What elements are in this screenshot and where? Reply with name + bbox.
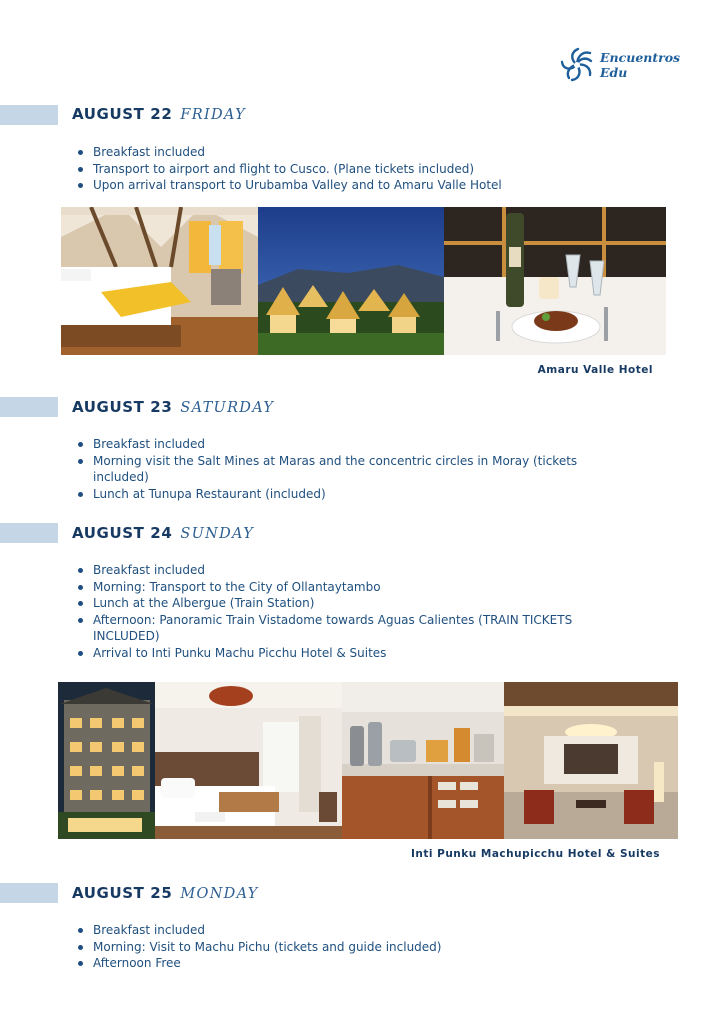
brand-name: [600, 50, 680, 80]
list-item: Morning: Transport to the City of Ollantaytambo: [76, 579, 586, 596]
day-items: [76, 144, 586, 194]
photo-caption: Amaru Valle Hotel: [537, 364, 653, 376]
list-item: Upon arrival transport to Urubamba Valley and to Amaru Valle Hotel: [76, 177, 586, 194]
day-date: AUGUST 25: [72, 884, 173, 902]
brand-line-2: Edu: [600, 65, 628, 80]
list-item: Afternoon Free: [76, 955, 586, 972]
restaurant-table-photo: [444, 207, 666, 355]
list-item: Lunch at Tunupa Restaurant (included): [76, 486, 586, 503]
brand-logo: [558, 46, 681, 86]
list-item: Morning: Visit to Machu Pichu (tickets and guide included): [76, 939, 586, 956]
day-date: AUGUST 24: [72, 524, 173, 542]
photo-caption: Inti Punku Machupicchu Hotel & Suites: [410, 848, 660, 860]
day-accent-bar: [0, 883, 58, 903]
list-item: Breakfast included: [76, 436, 586, 453]
day-weekday: MONDAY: [180, 886, 259, 902]
hotel-grounds-night-photo: [258, 207, 444, 355]
list-item: Arrival to Inti Punku Machu Picchu Hotel & Suites: [76, 645, 586, 662]
day-weekday: FRIDAY: [180, 107, 246, 123]
brand-line-1: Encuentros: [600, 50, 681, 65]
day-weekday: SUNDAY: [180, 526, 255, 542]
hotel-building-photo: [58, 682, 155, 839]
hotel-lobby-photo: [504, 682, 678, 839]
list-item: Afternoon: Panoramic Train Vistadome towards Aguas Calientes (TRAIN TICKETS INCLUDED): [76, 612, 586, 645]
list-item: Lunch at the Albergue (Train Station): [76, 595, 586, 612]
day-items: [76, 562, 586, 661]
day-accent-bar: [0, 105, 58, 125]
list-item: Transport to airport and flight to Cusco. (Plane tickets included): [76, 161, 586, 178]
list-item: Breakfast included: [76, 144, 586, 161]
day-accent-bar: [0, 523, 58, 543]
hotel-room-photo: [155, 682, 342, 839]
day-heading: [72, 104, 246, 128]
breakfast-buffet-photo: [342, 682, 504, 839]
day-weekday: SATURDAY: [180, 400, 275, 416]
photo-strip: [61, 207, 666, 355]
day-items: [76, 436, 586, 502]
day-date: AUGUST 23: [72, 398, 173, 416]
day-heading: [72, 397, 274, 421]
list-item: Breakfast included: [76, 922, 586, 939]
day-accent-bar: [0, 397, 58, 417]
swirl-logo-icon: [558, 46, 596, 84]
day-heading: [72, 883, 259, 907]
day-heading: [72, 523, 254, 547]
day-date: AUGUST 22: [72, 105, 173, 123]
list-item: Morning visit the Salt Mines at Maras and the concentric circles in Moray (tickets included): [76, 453, 586, 486]
list-item: Breakfast included: [76, 562, 586, 579]
hotel-room-photo: [61, 207, 258, 355]
photo-strip: [58, 682, 678, 839]
day-items: [76, 922, 586, 972]
